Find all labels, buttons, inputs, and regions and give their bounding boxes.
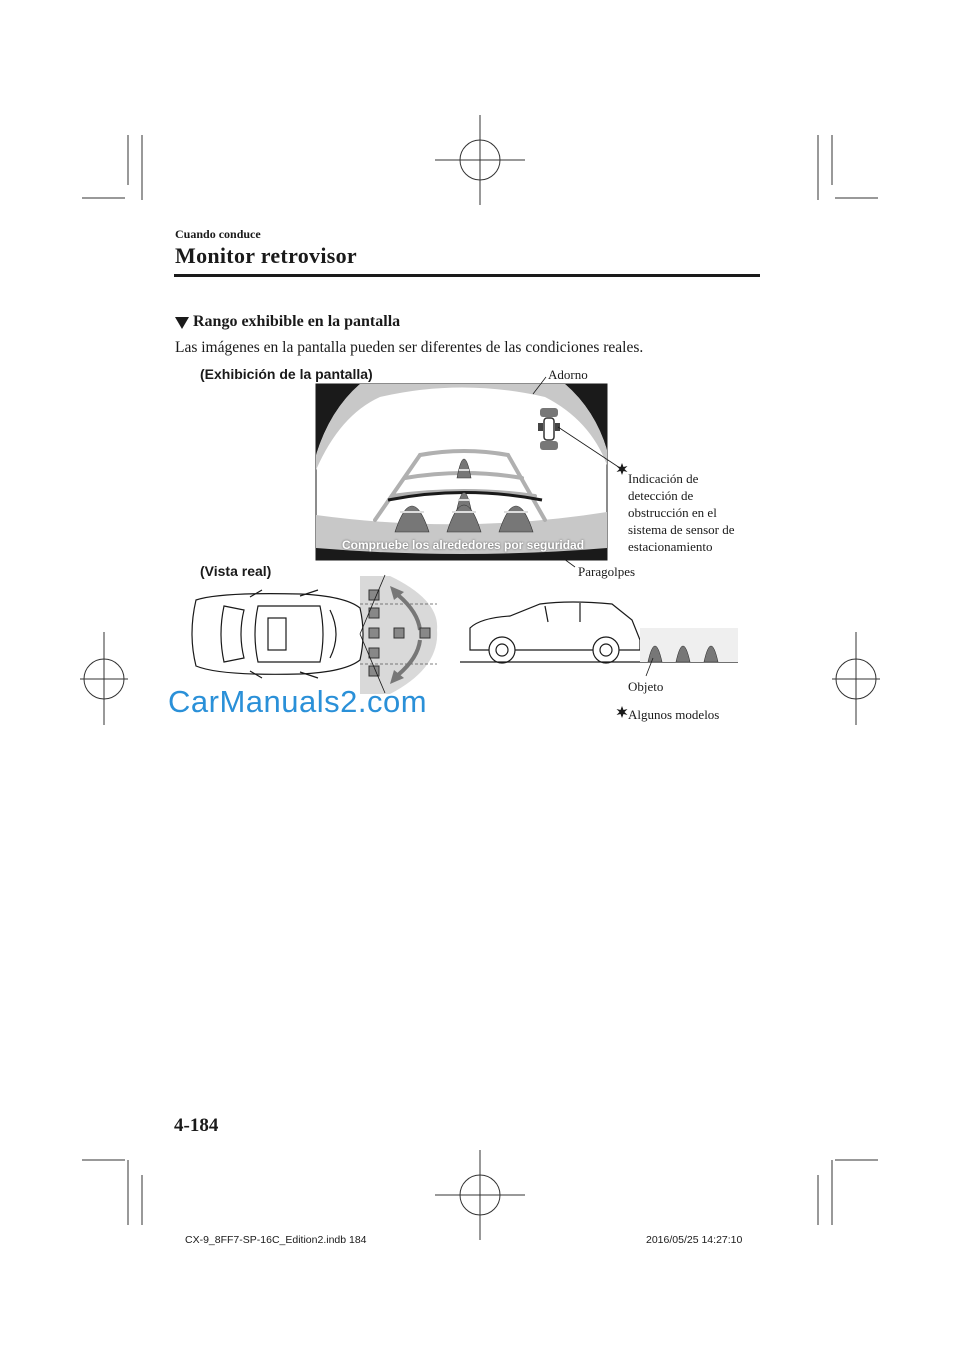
callout-objeto: Objeto (628, 679, 664, 694)
header-section: Cuando conduce (175, 227, 261, 241)
camera-message: Compruebe los alrededores por seguridad (341, 538, 585, 552)
callout-paragolpes: Paragolpes (578, 564, 636, 579)
display-label: (Exhibición de la pantalla) (200, 366, 373, 382)
car-top-view (192, 590, 363, 678)
callout-indicacion-5: estacionamiento (628, 539, 713, 554)
car-side-view (470, 602, 640, 663)
callout-indicacion-2: detección de (628, 488, 694, 503)
page-title: Monitor retrovisor (175, 243, 357, 268)
callout-indicacion-4: sistema de sensor de (628, 522, 735, 537)
footnote-star-icon-2 (617, 706, 628, 718)
page-number: 4-184 (174, 1115, 219, 1136)
real-view-label: (Vista real) (200, 563, 272, 579)
callout-indicacion-3: obstrucción en el (628, 505, 717, 520)
watermark: CarManuals2.com (168, 684, 428, 719)
body-text: Las imágenes en la pantalla pueden ser diferentes de las condiciones reales. (175, 339, 644, 356)
callout-indicacion-1: Indicación de (628, 471, 699, 486)
callout-adorno: Adorno (548, 367, 588, 382)
footer-timestamp: 2016/05/25 14:27:10 (646, 1234, 743, 1246)
footer-file: CX-9_8FF7-SP-16C_Edition2.indb 184 (185, 1234, 367, 1246)
section-title: Rango exhibible en la pantalla (193, 313, 401, 330)
callout-algunos-modelos: Algunos modelos (628, 707, 720, 722)
